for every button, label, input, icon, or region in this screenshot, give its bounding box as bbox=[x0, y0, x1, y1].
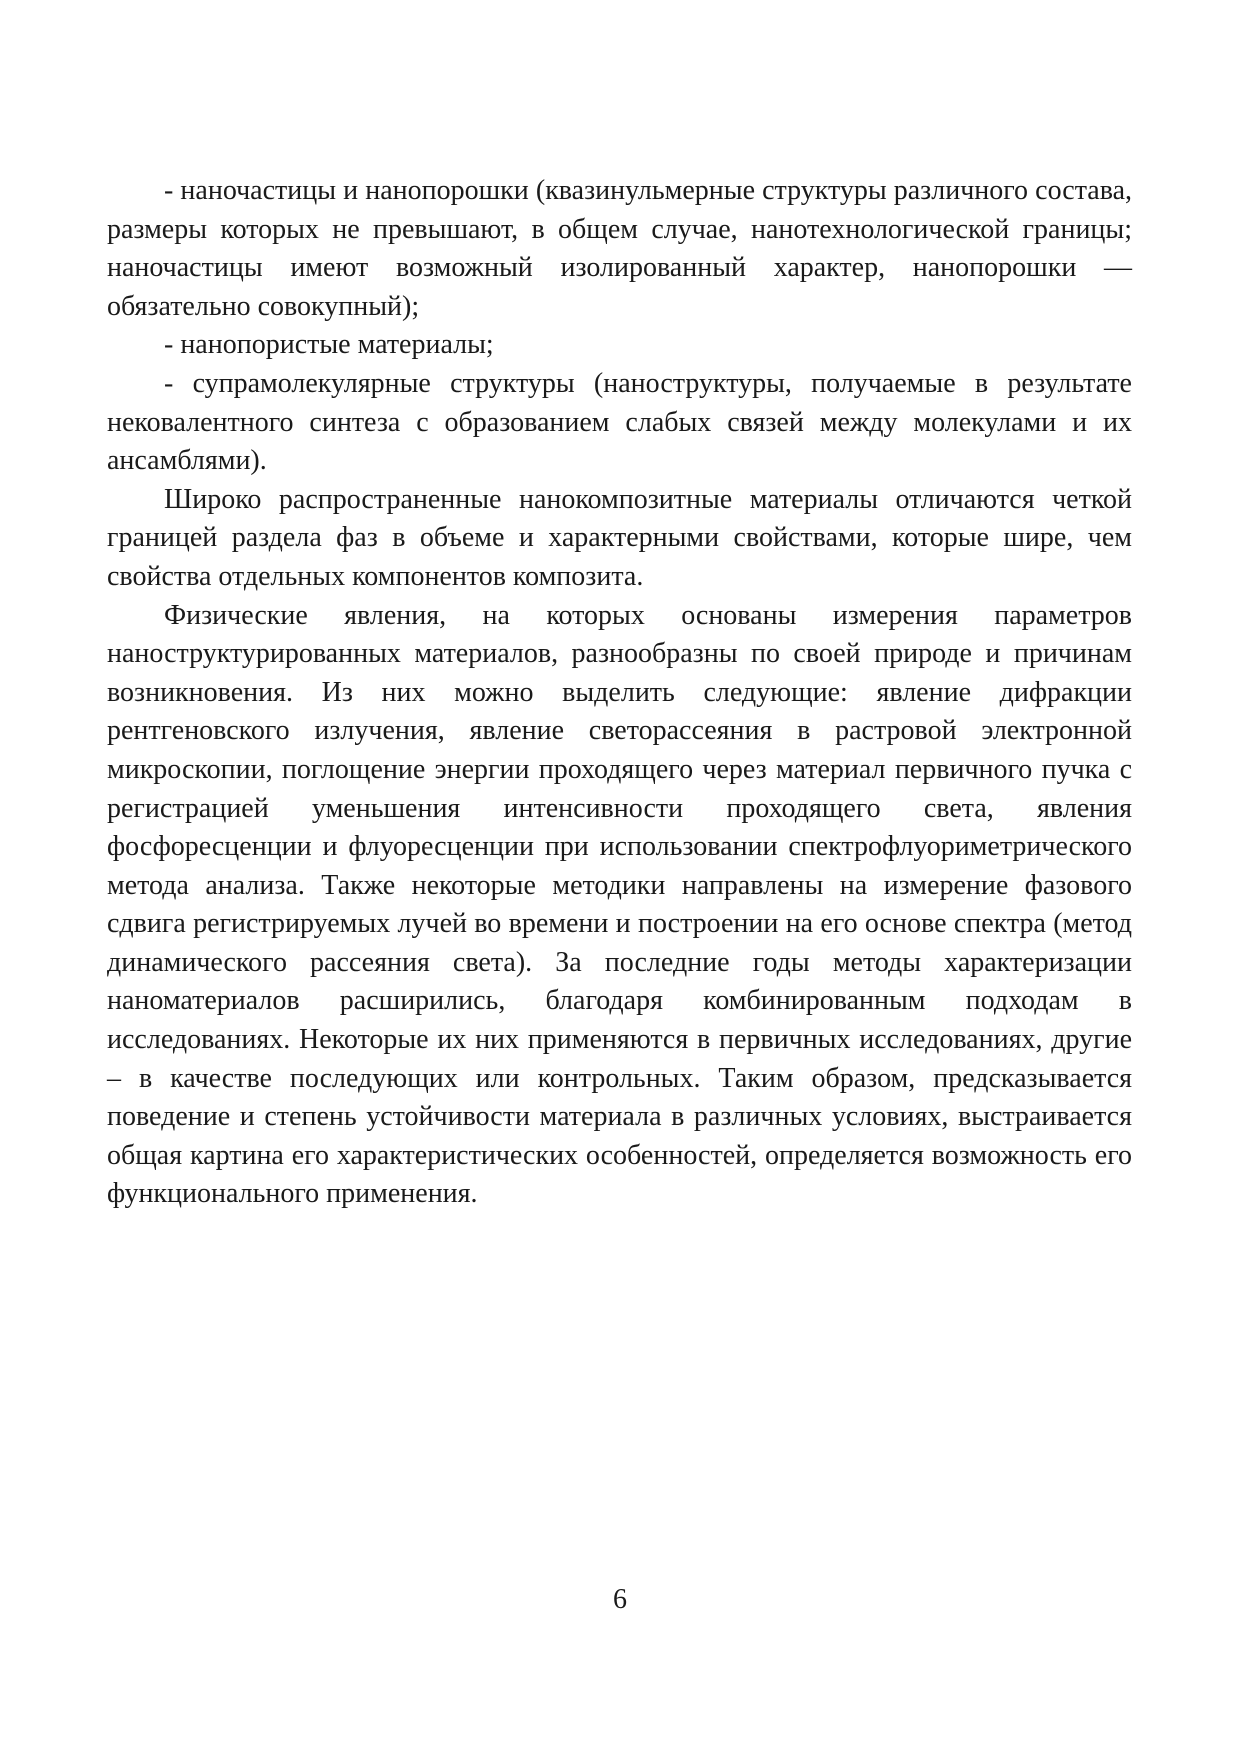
list-item-nanoparticles: - наночастицы и нанопорошки (квазинульмерные структуры различного состава, размеры которых не превышают, в общем случае, нанотехнологической границы; наночастицы имеют возможный изолированный характер, нанопорошки — обязательно совокупный); bbox=[107, 175, 1132, 322]
page-number: 6 bbox=[613, 1584, 627, 1615]
list-item-supramolecular-structures: - супрамолекулярные структуры (наноструктуры, получаемые в результате нековалентного синтеза с образованием слабых связей между молекулами и их ансамблями). bbox=[107, 367, 1132, 477]
body-text bbox=[107, 172, 1132, 1214]
paragraph-nanocomposites: Широко распространенные нанокомпозитные материалы отличаются четкой границей раздела фаз в объеме и характерными свойствами, которые шире, чем свойства отдельных компонентов композита. bbox=[107, 483, 1132, 592]
list-item-nanoporous-materials: - нанопористые материалы; bbox=[164, 329, 494, 361]
paragraph-physical-phenomena: Физические явления, на которых основаны измерения параметров наноструктурированных материалов, разнообразны по своей природе и причинам возникновения. Из них можно выделить следующие: явление дифракции рентгеновского излучения, явление светорассеяния в растровой электронной микроскопии, поглощение энергии проходящего через материал первичного пучка с регистрацией уменьшения интенсивности проходящего света, явления фосфоресценции и флуоресценции при использовании спектрофлуориметрического метода анализа. Также некоторые методики направлены на измерение фазового сдвига регистрируемых лучей во времени и построении на его основе спектра (метод динамического рассеяния света). За последние годы методы характеризации наноматериалов расширились, благодаря комбинированным подходам в исследованиях. Некоторые их них применяются в первичных исследованиях, другие – в качестве последующих или контрольных. Таким образом, предсказывается поведение и степень устойчивости материала в различных условиях, выстраивается общая картина его характеристических особенностей, определяется возможность его функционального применения. bbox=[107, 599, 1132, 1210]
